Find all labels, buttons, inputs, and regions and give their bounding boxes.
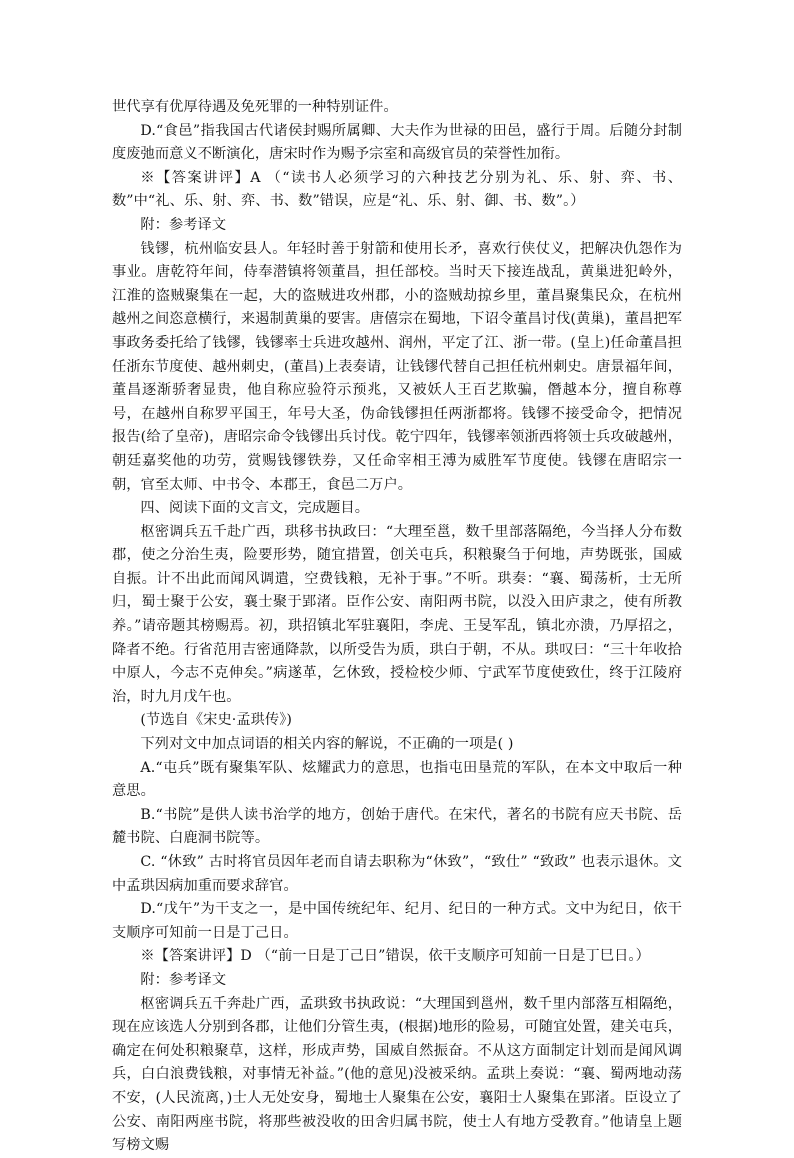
answer-explanation-1: ※【答案讲评】A （“读书人必须学习的六种技艺分别为礼、乐、射、弈、书、数”中“礼、乐、射、弈、书、数”错误，应是“礼、乐、射、御、书、数”。） xyxy=(112,169,682,210)
option-b: B.“书院”是供人读书治学的地方，创始于唐代。在宋代，著名的书院有应天书院、岳麓书院、白鹿洞书院等。 xyxy=(112,806,682,847)
document-body xyxy=(112,96,682,1158)
option-d-shiyi: D.“食邑”指我国古代诸侯封赐所属卿、大夫作为世禄的田邑，盛行于周。后随分封制度废弛而意义不断演化，唐宋时作为赐予宗室和高级官员的荣誉性加衔。 xyxy=(112,122,682,163)
classical-passage: 枢密调兵五千赴广西，珙移书执政曰：“大理至邕，数千里部落隔绝，今当择人分布数郡，使之分治生夷，险要形势，随宜措置，创关屯兵，积粮聚刍于何地，声势既张，国威自振。计不出此而闻风调遣，空费钱粮，无补于事。”不听。珙奏：“襄、蜀荡析，士无所归，蜀士聚于公安，襄士聚于郢渚。臣作公安、南阳两书院，以没入田庐隶之，使有所教养。”请帝题其榜赐焉。初，珙招镇北军驻襄阳，李虎、王旻军乱，镇北亦溃，乃厚招之，降者不绝。行省范用吉密通降款，以所受告为质，珙白于朝，不从。珙叹曰：“三十年收拾中原人，今志不克伸矣。”病遂革，乞休致，授检校少师、宁武军节度使致仕，终于江陵府治，时九月戊午也。 xyxy=(112,523,682,705)
translation-heading-1: 附：参考译文 xyxy=(140,216,227,233)
section-four-heading: 四、阅读下面的文言文，完成题目。 xyxy=(140,500,369,517)
option-c: C. “休致” 古时将官员因年老而自请去职称为“休致”，“致仕” “致政” 也表示退休。文中孟珙因病加重而要求辞官。 xyxy=(112,854,682,894)
passage-source: (节选自《宋史·孟珙传》) xyxy=(140,712,293,729)
option-d: D.“戊午”为干支之一，是中国传统纪年、纪月、纪日的一种方式。文中为纪日，依干支顺序可知前一日是丁己日。 xyxy=(112,901,682,941)
translation-text-2: 枢密调兵五千奔赴广西，孟珙致书执政说：“大理国到邕州，数千里内部落互相隔绝，现在应该选人分别到各郡，让他们分管生夷，(根据)地形的险易，可随宜处置，建关屯兵，确定在何处积粮聚草，这样，形成声势，国威自然振奋。不从这方面制定计划而是闻风调兵，白白浪费钱粮，对事情无补益。”(他的意见)没被采纳。孟珙上奏说：“襄、蜀两地动荡不安，(人民流离，)士人无处安身，蜀地士人聚集在公安，襄阳士人聚集在郢渚。臣设立了公安、南阳两座书院，将那些被没收的田舍归属书院，使士人有地方受教育。”他请皇上题写榜文赐 xyxy=(112,995,682,1154)
translation-heading-2: 附：参考译文 xyxy=(140,971,227,988)
question-stem: 下列对文中加点词语的相关内容的解说，不正确的一项是( ) xyxy=(140,736,514,753)
answer-explanation-2: ※【答案讲评】D （“前一日是丁己日”错误，依干支顺序可知前一日是丁巳日。） xyxy=(140,948,650,965)
paragraph-continuation: 世代享有优厚待遇及免死罪的一种特别证件。 xyxy=(112,99,398,115)
option-a: A.“屯兵”既有聚集军队、炫耀武力的意思，也指屯田垦荒的军队，在本文中取后一种意思。 xyxy=(112,759,682,800)
translation-text-1: 钱镠，杭州临安县人。年轻时善于射箭和使用长矛，喜欢行侠仗义，把解决仇怨作为事业。唐乾符年间，侍奉潜镇将领董昌，担任部校。当时天下接连战乱，黄巢进犯岭外，江淮的盗贼聚集在一起，大的盗贼进攻州郡，小的盗贼劫掠乡里，董昌聚集民众，在杭州越州之间恣意横行，来遏制黄巢的要害。唐僖宗在蜀地，下诏令董昌讨伐(黄巢)，董昌把军事政务委托给了钱镠，钱镠率士兵进攻越州、润州，平定了江、浙一带。(皇上)任命董昌担任浙东节度使、越州刺史，(董昌)上表奏请，让钱镠代替自己担任杭州刺史。唐景福年间，董昌逐渐骄奢显贵，他自称应验符示预兆，又被妖人王百艺欺骗，僭越本分，擅自称尊号，在越州自称罗平国王，年号大圣，伪命钱镠担任两浙都将。钱镠不接受命令，把情况报告(给了皇帝)，唐昭宗命令钱镠出兵讨伐。乾宁四年，钱镠率领浙西将领士兵攻破越州，朝廷嘉奖他的功劳，赏赐钱镠铁券，又任命宰相王溥为威胜军节度使。钱镠在唐昭宗一朝，官至太师、中书令、本郡王，食邑二万户。 xyxy=(112,240,682,493)
